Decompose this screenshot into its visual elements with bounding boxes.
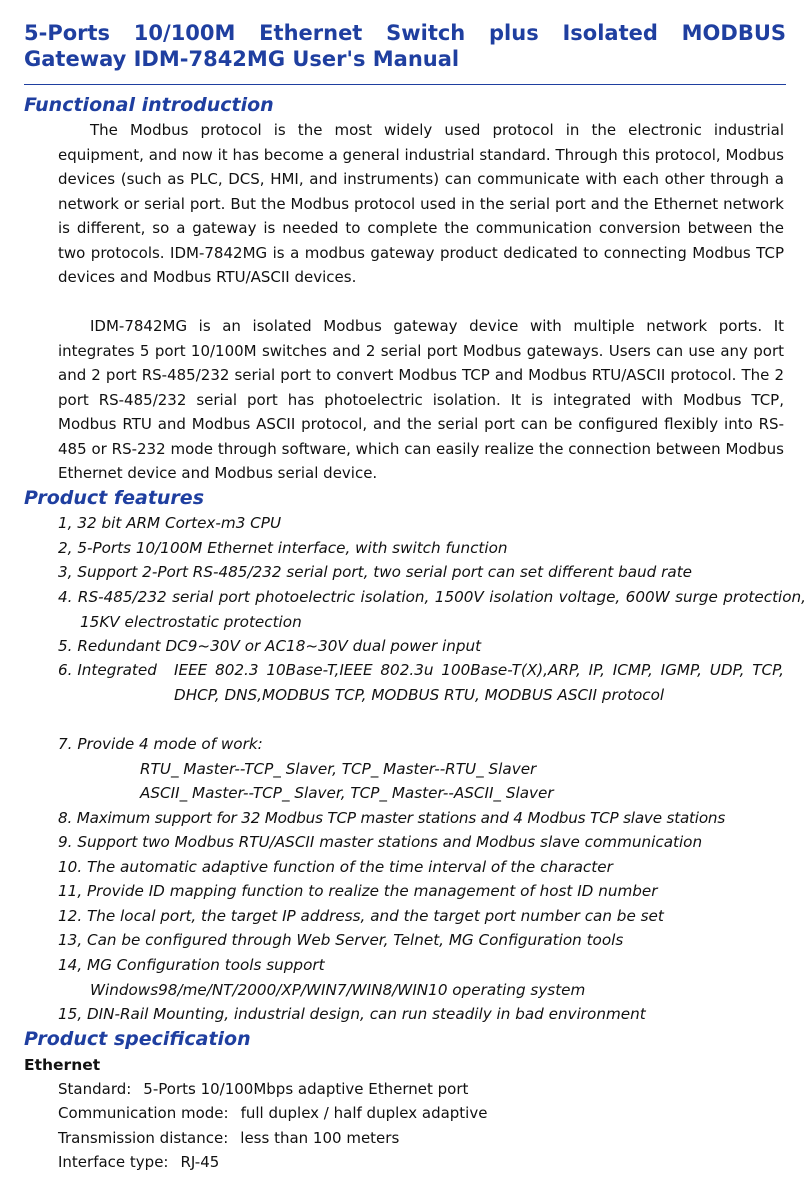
feature-item-3: 3, Support 2-Port RS-485/232 serial port, two serial port can set different baud rate (58, 563, 692, 581)
feature-item-7: 7. Provide 4 mode of work: (58, 735, 263, 753)
spec-comm-key: Communication mode: (58, 1104, 229, 1122)
feature-item-12: 12. The local port, the target IP address, and the target port number can be set (58, 907, 664, 925)
spec-distance-value: less than 100 meters (240, 1129, 400, 1147)
intro-paragraph-1: The Modbus protocol is the most widely used protocol in the electronic industrial equipment, and now it has become a general industrial standard. Through this protocol, Modbus devices (such as PLC, DCS, HMI, and instruments) can communicate with each other through a network or serial port. But the Modbus protocol used in the serial port and the Ethernet network is different, so a gateway is needed to complete the communication conversion between the two protocols. IDM-7842MG is a modbus gateway product dedicated to connecting Modbus TCP devices and Modbus RTU/ASCII devices. (58, 121, 784, 286)
spec-row-interface (58, 1150, 219, 1174)
feature-6-value: IEEE 802.3 10Base-T,IEEE 802.3u 100Base-T(X),ARP, IP, ICMP, IGMP, UDP, TCP, DHCP, DNS,MODBUS TCP, MODBUS RTU, MODBUS ASCII protocol (174, 661, 784, 704)
spec-row-standard (58, 1077, 468, 1101)
feature-item-5: 5. Redundant DC9~30V or AC18~30V dual power input (58, 637, 482, 655)
feature-6-label: 6. Integrated (58, 661, 157, 679)
spec-distance-key: Transmission distance: (58, 1129, 229, 1147)
title-divider (24, 84, 786, 85)
spec-interface-key: Interface type: (58, 1153, 169, 1171)
feature-7-mode-line-1: RTU_ Master--TCP_ Slaver, TCP_ Master--RTU_ Slaver (140, 760, 537, 778)
spec-row-distance (58, 1126, 399, 1150)
heading-product-features: Product features (24, 487, 204, 509)
spec-comm-value: full duplex / half duplex adaptive (240, 1104, 488, 1122)
spec-interface-value: RJ-45 (180, 1153, 220, 1171)
feature-item-11: 11, Provide ID mapping function to realize the management of host ID number (58, 882, 658, 900)
feature-7-mode-line-2: ASCII_ Master--TCP_ Slaver, TCP_ Master--ASCII_ Slaver (140, 784, 554, 802)
feature-item-4: 4. RS-485/232 serial port photoelectric isolation, 1500V isolation voltage, 600W surge protection, 15KV electrostatic protection (58, 588, 806, 631)
spec-ethernet-label: Ethernet (24, 1056, 101, 1074)
feature-item-2: 2, 5-Ports 10/100M Ethernet interface, with switch function (58, 539, 508, 557)
feature-item-15: 15, DIN-Rail Mounting, industrial design, can run steadily in bad environment (58, 1005, 646, 1023)
spec-standard-key: Standard: (58, 1080, 132, 1098)
feature-item-14: 14, MG Configuration tools support (58, 956, 325, 974)
heading-functional-introduction: Functional introduction (24, 94, 274, 116)
feature-item-9: 9. Support two Modbus RTU/ASCII master stations and Modbus slave communication (58, 833, 703, 851)
heading-product-specification: Product specification (24, 1028, 251, 1050)
feature-item-13: 13, Can be configured through Web Server, Telnet, MG Configuration tools (58, 931, 624, 949)
feature-14-os-line: Windows98/me/NT/2000/XP/WIN7/WIN8/WIN10 operating system (90, 981, 586, 999)
feature-item-10: 10. The automatic adaptive function of the time interval of the character (58, 858, 613, 876)
intro-paragraph-2: IDM-7842MG is an isolated Modbus gateway device with multiple network ports. It integrates 5 port 10/100M switches and 2 serial port Modbus gateways. Users can use any port and 2 port RS-485/232 serial port to convert Modbus TCP and Modbus RTU/ASCII protocol. The 2 port RS-485/232 serial port has photoelectric isolation. It is integrated with Modbus TCP, Modbus RTU and Modbus ASCII protocol, and the serial port can be configured flexibly into RS-485 or RS-232 mode through software, which can easily realize the connection between Modbus Ethernet device and Modbus serial device. (58, 317, 784, 482)
spec-standard-value: 5-Ports 10/100Mbps adaptive Ethernet port (143, 1080, 469, 1098)
feature-item-1: 1, 32 bit ARM Cortex-m3 CPU (58, 514, 282, 532)
document-title: 5-Ports 10/100M Ethernet Switch plus Isolated MODBUS Gateway IDM-7842MG User's Manual (24, 21, 786, 71)
spec-row-communication (58, 1101, 487, 1125)
feature-item-8: 8. Maximum support for 32 Modbus TCP master stations and 4 Modbus TCP slave stations (58, 809, 726, 827)
